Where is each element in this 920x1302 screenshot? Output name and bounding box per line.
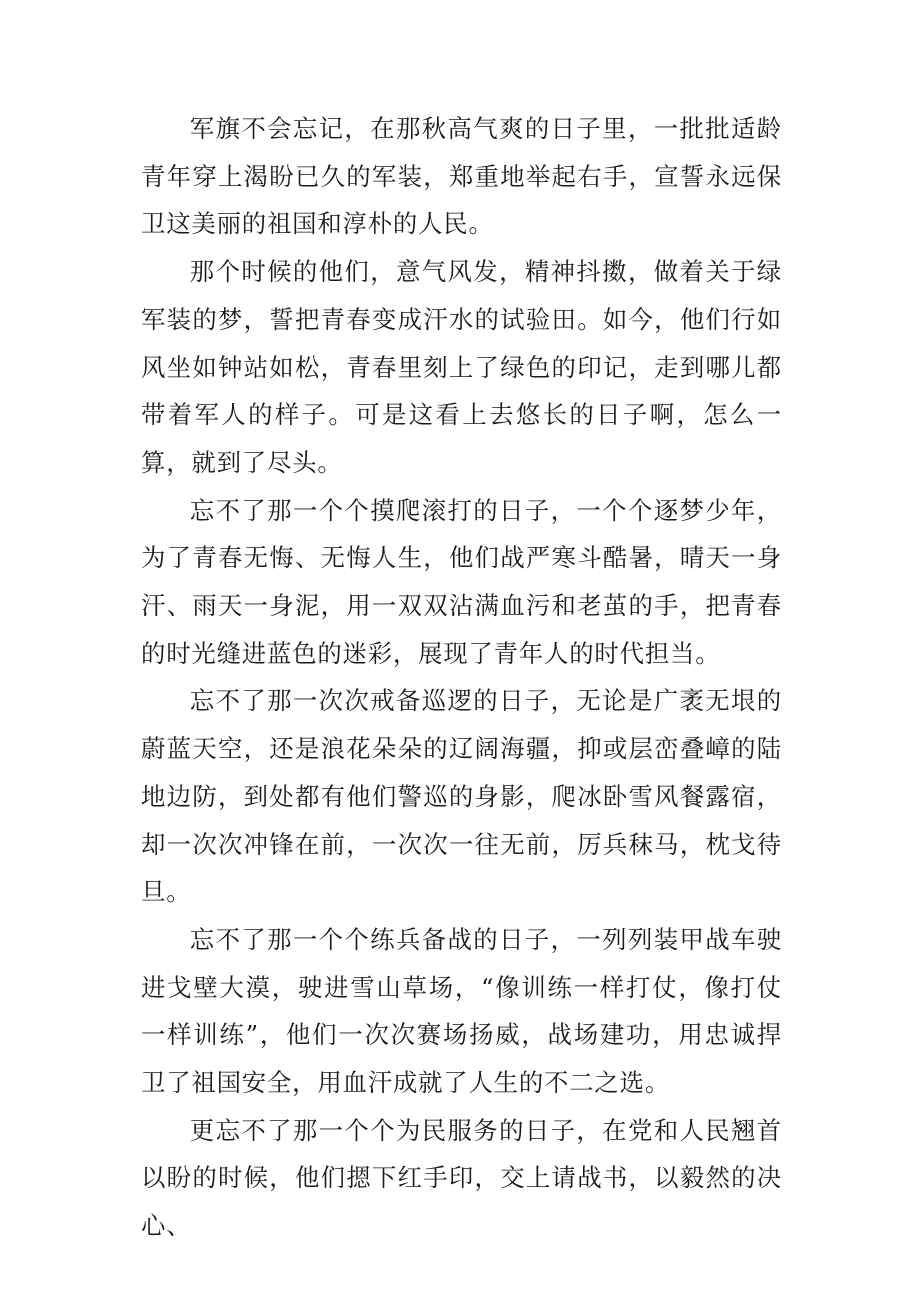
paragraph-6: 更忘不了那一个个为民服务的日子，在党和人民翘首以盼的时候，他们摁下红手印，交上请战书，以毅然的决心、	[141, 1115, 782, 1241]
paragraph-5: 忘不了那一个个练兵备战的日子，一列列装甲战车驶进戈壁大漠，驶进雪山草场，“像训练一样打仗，像打仗一样训练”，他们一次次赛场扬威，战场建功，用忠诚捍卫了祖国安全，用血汗成就了人生的不二之选。	[141, 924, 782, 1098]
paragraph-2: 那个时候的他们，意气风发，精神抖擞，做着关于绿军装的梦，誓把青春变成汗水的试验田。如今，他们行如风坐如钟站如松，青春里刻上了绿色的印记，走到哪儿都带着军人的样子。可是这看上去悠长的日子啊，怎么一算，就到了尽头。	[141, 257, 782, 477]
paragraph-1: 军旗不会忘记，在那秋高气爽的日子里，一批批适龄青年穿上渴盼已久的军装，郑重地举起右手，宣誓永远保卫这美丽的祖国和淳朴的人民。	[141, 114, 782, 239]
paragraph-4: 忘不了那一次次戒备巡逻的日子，无论是广袤无垠的蔚蓝天空，还是浪花朵朵的辽阔海疆，抑或层峦叠嶂的陆地边防，到处都有他们警巡的身影，爬冰卧雪风餐露宿，却一次次冲锋在前，一次次一往无前，厉兵秣马，枕戈待旦。	[141, 686, 782, 907]
paragraph-3: 忘不了那一个个摸爬滚打的日子，一个个逐梦少年，为了青春无悔、无悔人生，他们战严寒斗酷暑，晴天一身汗、雨天一身泥，用一双双沾满血污和老茧的手，把青春的时光缝进蓝色的迷彩，展现了青年人的时代担当。	[141, 495, 782, 668]
document-body	[141, 105, 782, 1250]
